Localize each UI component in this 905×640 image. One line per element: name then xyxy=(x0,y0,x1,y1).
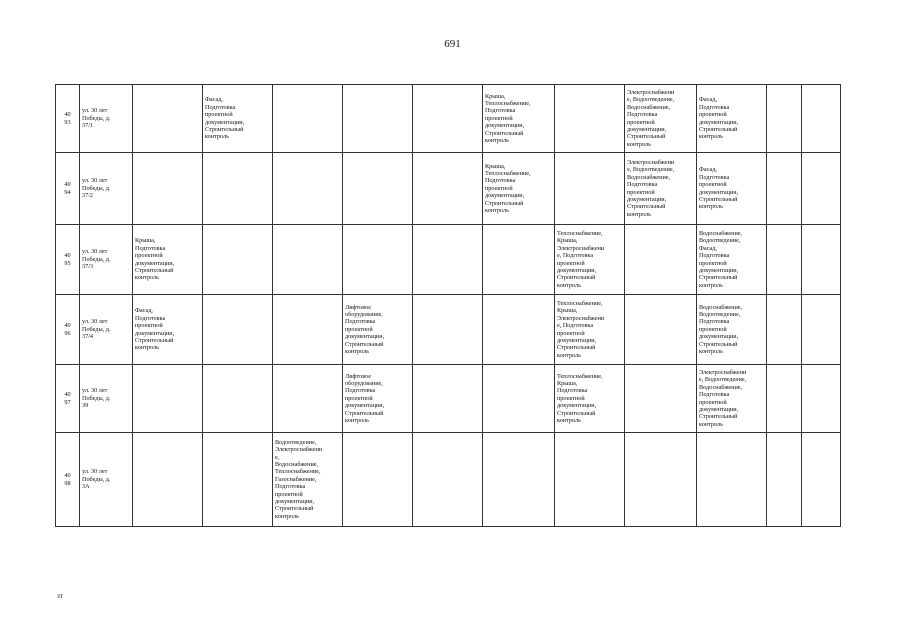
work-cell xyxy=(413,85,483,153)
work-cell xyxy=(625,225,697,295)
work-cell xyxy=(343,295,413,365)
work-cell xyxy=(483,295,555,365)
table-row xyxy=(56,85,841,153)
row-number: 40 93 xyxy=(64,111,71,126)
table-row xyxy=(56,433,841,527)
work-cell xyxy=(273,85,343,153)
work-cell xyxy=(133,85,203,153)
row-number-cell xyxy=(56,433,80,527)
address-text: ул. 30 лет Победы, д. 37/4 xyxy=(82,318,111,341)
row-number: 40 96 xyxy=(64,322,71,337)
row-number: 40 97 xyxy=(64,391,71,406)
work-cell xyxy=(483,365,555,433)
work-cell xyxy=(555,365,625,433)
work-text: Электроснабжени е, Водоотведение, Водоснабжение, Подготовка проектной документации, Строительный контроль xyxy=(627,88,675,148)
address-cell xyxy=(80,85,133,153)
work-text: Крыша, Теплоснабжение, Подготовка проектной документации, Строительный контроль xyxy=(485,162,531,215)
work-cell xyxy=(767,225,802,295)
work-cell xyxy=(413,225,483,295)
work-cell xyxy=(555,433,625,527)
work-cell xyxy=(767,365,802,433)
work-cell xyxy=(767,153,802,225)
work-cell xyxy=(483,225,555,295)
address-text: ул. 30 лет Победы, д. 37/3 xyxy=(82,248,111,271)
work-cell xyxy=(203,153,273,225)
work-text: Крыша, Подготовка проектной документации, Строительный контроль xyxy=(135,237,175,282)
work-cell xyxy=(697,153,767,225)
work-cell xyxy=(343,225,413,295)
work-cell xyxy=(802,433,841,527)
address-cell xyxy=(80,225,133,295)
work-cell xyxy=(133,433,203,527)
work-cell xyxy=(802,153,841,225)
work-cell xyxy=(555,295,625,365)
row-number: 40 94 xyxy=(64,181,71,196)
work-cell xyxy=(697,85,767,153)
work-cell xyxy=(625,85,697,153)
address-cell xyxy=(80,433,133,527)
work-cell xyxy=(802,365,841,433)
work-cell xyxy=(555,153,625,225)
work-cell xyxy=(767,295,802,365)
work-cell xyxy=(343,85,413,153)
work-cell xyxy=(413,153,483,225)
work-cell xyxy=(625,295,697,365)
work-cell xyxy=(483,153,555,225)
work-cell xyxy=(413,433,483,527)
work-cell xyxy=(133,365,203,433)
table-row xyxy=(56,365,841,433)
work-cell xyxy=(273,365,343,433)
table-row xyxy=(56,295,841,365)
work-cell xyxy=(343,365,413,433)
work-text: Водоотведение, Электроснабжени е, Водоснабжение, Теплоснабжение, Газоснабжение, Подготовка проектной документации, Строительный контроль xyxy=(275,438,323,520)
work-text: Теплоснабжение, Крыша, Электроснабжени е, Подготовка проектной документации, Строительный контроль xyxy=(557,229,605,289)
work-cell xyxy=(625,365,697,433)
address-text: ул. 30 лет Победы, д. 37/1 xyxy=(82,107,111,130)
work-text: Фасад, Подготовка проектной документации, Строительный контроль xyxy=(205,96,245,141)
row-number-cell xyxy=(56,85,80,153)
row-number-cell xyxy=(56,295,80,365)
work-cell xyxy=(413,365,483,433)
work-cell xyxy=(133,295,203,365)
address-text: ул. 30 лет Победы, д. 3А xyxy=(82,468,111,491)
address-text: ул. 30 лет Победы, д. 37/2 xyxy=(82,177,111,200)
row-number: 40 98 xyxy=(64,472,71,487)
work-cell xyxy=(273,433,343,527)
work-text: Водоснабжение, Водоотведение, Фасад, Подготовка проектной документации, Строительный контроль xyxy=(699,229,743,289)
work-cell xyxy=(203,365,273,433)
work-text: Фасад, Подготовка проектной документации, Строительный контроль xyxy=(699,96,739,141)
work-cell xyxy=(555,85,625,153)
work-text: Крыша, Теплоснабжение, Подготовка проектной документации, Строительный контроль xyxy=(485,92,531,145)
work-cell xyxy=(555,225,625,295)
table-row xyxy=(56,153,841,225)
address-cell xyxy=(80,153,133,225)
work-cell xyxy=(273,153,343,225)
row-number-cell xyxy=(56,153,80,225)
address-cell xyxy=(80,365,133,433)
work-cell xyxy=(133,225,203,295)
work-cell xyxy=(203,433,273,527)
work-cell xyxy=(697,433,767,527)
work-cell xyxy=(203,295,273,365)
address-cell xyxy=(80,295,133,365)
work-text: Лифтовое оборудование, Подготовка проектной документации, Строительный контроль xyxy=(345,303,385,356)
work-cell xyxy=(133,153,203,225)
row-number-cell xyxy=(56,365,80,433)
work-cell xyxy=(697,225,767,295)
address-text: ул. 30 лет Победы, д. 39 xyxy=(82,387,111,410)
work-cell xyxy=(203,85,273,153)
work-cell xyxy=(802,85,841,153)
page-number: 691 xyxy=(444,38,461,50)
work-cell xyxy=(203,225,273,295)
work-cell xyxy=(343,433,413,527)
footer-mark: зт xyxy=(57,592,63,600)
work-cell xyxy=(625,153,697,225)
work-cell xyxy=(343,153,413,225)
work-cell xyxy=(625,433,697,527)
work-cell xyxy=(273,295,343,365)
work-text: Фасад, Подготовка проектной документации, Строительный контроль xyxy=(699,166,739,211)
work-cell xyxy=(802,295,841,365)
row-number-cell xyxy=(56,225,80,295)
work-text: Водоснабжение, Водоотведение, Подготовка проектной документации, Строительный контроль xyxy=(699,303,743,356)
schedule-table xyxy=(55,84,841,527)
work-cell xyxy=(697,365,767,433)
work-cell xyxy=(697,295,767,365)
row-number: 40 95 xyxy=(64,252,71,267)
work-cell xyxy=(767,85,802,153)
work-cell xyxy=(767,433,802,527)
work-text: Электроснабжени е, Водоотведение, Водоснабжение, Подготовка проектной документации, Строительный контроль xyxy=(699,368,747,428)
work-text: Лифтовое оборудование, Подготовка проектной документации, Строительный контроль xyxy=(345,372,385,425)
work-cell xyxy=(273,225,343,295)
work-cell xyxy=(483,85,555,153)
work-text: Теплоснабжение, Крыша, Подготовка проектной документации, Строительный контроль xyxy=(557,372,603,425)
work-cell xyxy=(483,433,555,527)
work-cell xyxy=(413,295,483,365)
work-text: Теплоснабжение, Крыша, Электроснабжени е, Подготовка проектной документации, Строительный контроль xyxy=(557,299,605,359)
work-text: Электроснабжени е, Водоотведение, Водоснабжение, Подготовка проектной документации, Строительный контроль xyxy=(627,158,675,218)
work-cell xyxy=(802,225,841,295)
work-text: Фасад, Подготовка проектной документации, Строительный контроль xyxy=(135,307,175,352)
table-row xyxy=(56,225,841,295)
